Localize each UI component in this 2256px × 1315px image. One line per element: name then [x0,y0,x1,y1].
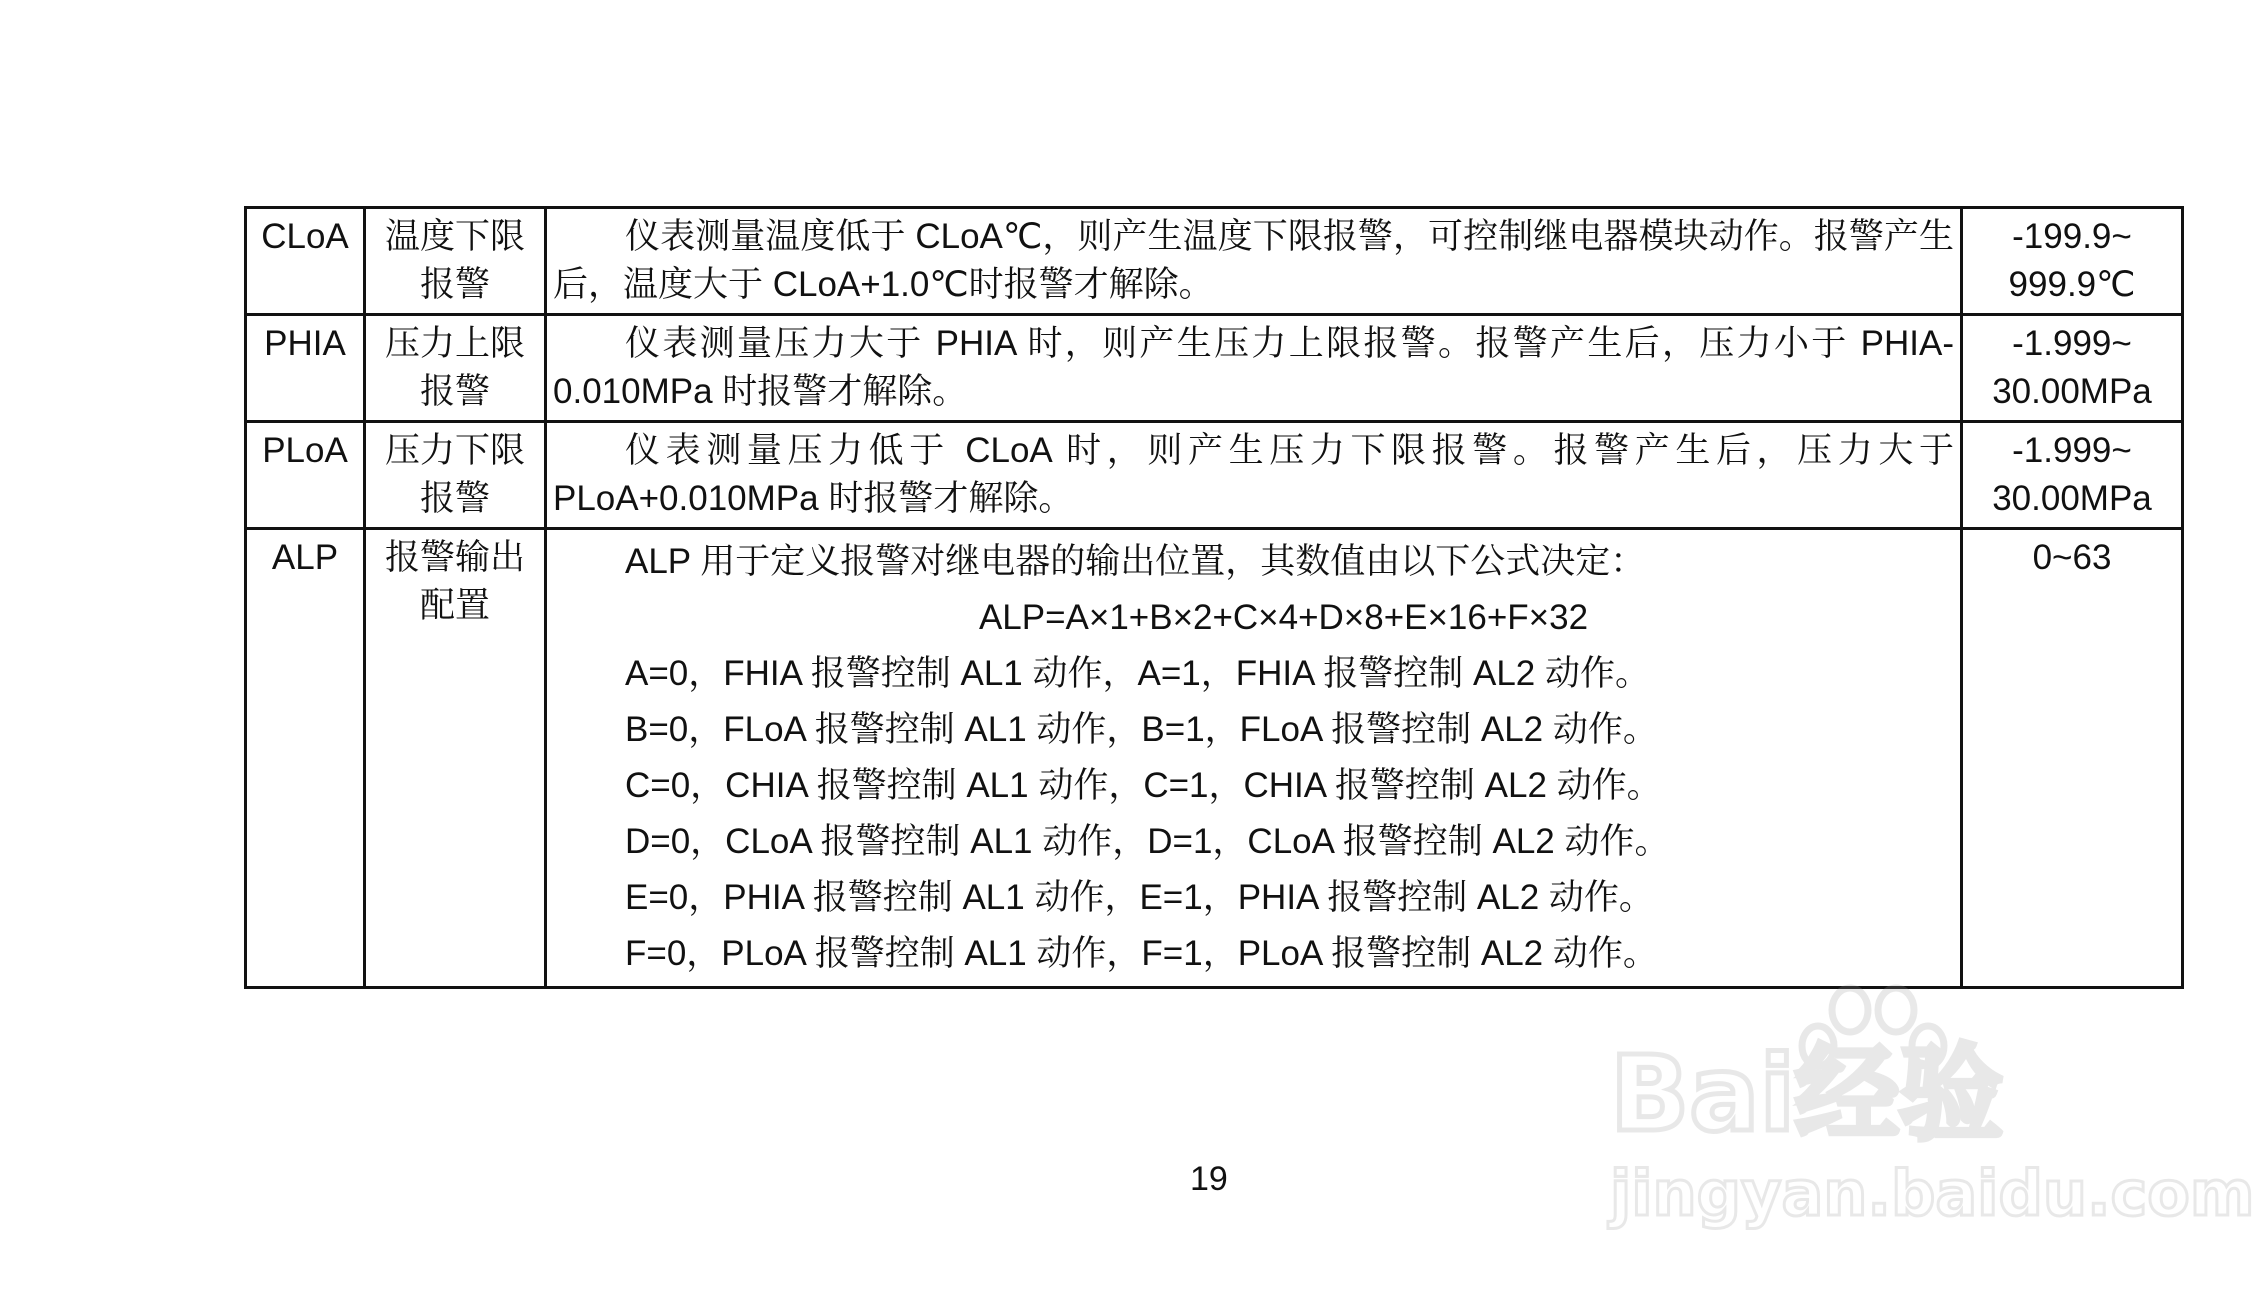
param-range [1962,529,2183,988]
alp-bit-item: F=0，PLoA 报警控制 AL1 动作，F=1，PLoA 报警控制 AL2 动作。 [625,934,1658,973]
param-code: CLoA [246,208,365,315]
param-range [1962,208,2183,315]
page-number: 19 [1190,1160,1228,1198]
param-description [546,208,1962,315]
range-line: 999.9℃ [2008,265,2136,304]
param-range [1962,422,2183,529]
watermark-url-text: jingyan.baidu.com [1610,1157,2255,1230]
watermark-logo-text: Bai经验 [1610,1033,2004,1155]
range-line: 30.00MPa [1992,372,2152,411]
range-line: -199.9~ [2012,217,2132,256]
param-name [365,422,546,529]
alp-bit-item: D=0，CLoA 报警控制 AL1 动作，D=1，CLoA 报警控制 AL2 动作。 [625,822,1670,861]
alp-bit-item: C=0，CHIA 报警控制 AL1 动作，C=1，CHIA 报警控制 AL2 动作。 [625,766,1662,805]
param-name-line: 压力下限 [384,431,525,470]
param-name-line: 报警 [419,479,490,518]
range-line: -1.999~ [2012,431,2132,470]
param-name-line: 压力上限 [384,324,525,363]
param-code: PHIA [246,315,365,422]
param-code: ALP [246,529,365,988]
param-name-line: 报警 [419,265,490,304]
alp-intro: ALP 用于定义报警对继电器的输出位置，其数值由以下公式决定： [625,542,1646,581]
range-line: 0~63 [2032,538,2112,577]
param-name-line: 报警输出 [384,538,525,577]
description-text: 仪表测量压力低于 CLoA 时，则产生压力下限报警。报警产生后，压力大于 PLoA+0.010MPa 时报警才解除。 [553,431,1954,518]
param-name-line: 配置 [419,586,490,625]
description-text: 仪表测量温度低于 CLoA℃，则产生温度下限报警，可控制继电器模块动作。报警产生后，温度大于 CLoA+1.0℃时报警才解除。 [553,217,1954,304]
param-description [546,529,1962,988]
alp-bit-item: A=0，FHIA 报警控制 AL1 动作，A=1，FHIA 报警控制 AL2 动作。 [625,654,1650,693]
baidu-jingyan-watermark [1600,980,2255,1250]
description-text: 仪表测量压力大于 PHIA 时，则产生压力上限报警。报警产生后，压力小于 PHIA-0.010MPa 时报警才解除。 [553,324,1954,411]
param-name-line: 报警 [419,372,490,411]
table-row [246,315,2183,422]
param-name [365,529,546,988]
param-name [365,208,546,315]
param-range [1962,315,2183,422]
range-line: 30.00MPa [1992,479,2152,518]
table-row [246,208,2183,315]
parameter-table [244,206,2184,989]
param-description [546,422,1962,529]
alp-bit-item: E=0，PHIA 报警控制 AL1 动作，E=1，PHIA 报警控制 AL2 动作。 [625,878,1654,917]
alp-formula: ALP=A×1+B×2+C×4+D×8+E×16+F×32 [978,598,1589,637]
param-name [365,315,546,422]
range-line: -1.999~ [2012,324,2132,363]
alp-bit-item: B=0，FLoA 报警控制 AL1 动作，B=1，FLoA 报警控制 AL2 动作。 [625,710,1658,749]
param-description [546,315,1962,422]
table-row [246,529,2183,988]
table-row [246,422,2183,529]
param-name-line: 温度下限 [384,217,525,256]
param-code: PLoA [246,422,365,529]
